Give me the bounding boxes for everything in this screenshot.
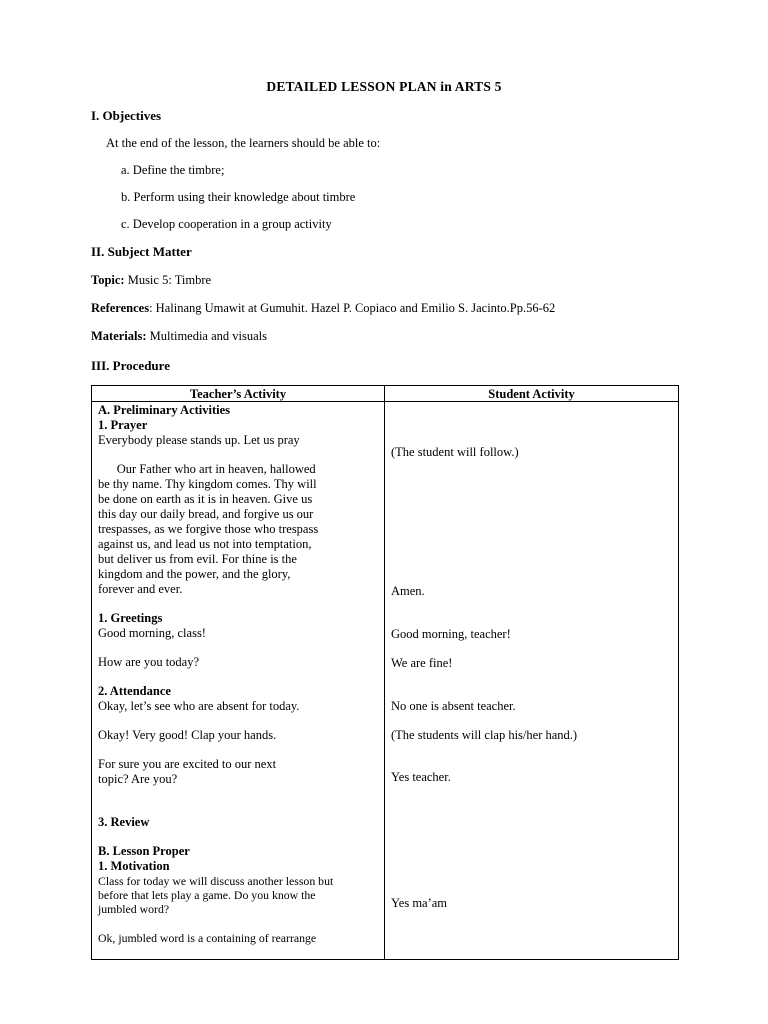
- student-activity-header: Student Activity: [385, 386, 679, 402]
- prayer-text-line: trespasses, as we forgive those who trespass: [98, 522, 319, 536]
- student-no-absent: No one is absent teacher.: [391, 699, 516, 713]
- student-clap: (The students will clap his/her hand.): [391, 728, 578, 742]
- prayer-text-line: against us, and lead us not into temptation,: [98, 537, 312, 551]
- attendance-heading: 2. Attendance: [98, 684, 171, 698]
- attendance-line: Okay, let’s see who are absent for today.: [98, 699, 300, 713]
- prayer-text-line: this day our daily bread, and forgive us our: [98, 507, 314, 521]
- student-follow: (The student will follow.): [391, 445, 519, 459]
- greetings-line: Good morning, class!: [98, 626, 206, 640]
- prayer-instruction: Everybody please stands up. Let us pray: [98, 433, 300, 447]
- greetings-heading: 1. Greetings: [98, 611, 163, 625]
- student-good-morning: Good morning, teacher!: [391, 627, 511, 641]
- materials-line: [91, 329, 267, 344]
- student-yes-maam: Yes ma’am: [391, 896, 448, 910]
- objective-item: a. Define the timbre;: [121, 163, 225, 177]
- references-line: [91, 301, 555, 316]
- jumbled-line: Ok, jumbled word is a containing of rearrange: [98, 931, 317, 945]
- prayer-heading: 1. Prayer: [98, 418, 148, 432]
- document-title: DETAILED LESSON PLAN in ARTS 5: [266, 79, 502, 94]
- objectives-intro: At the end of the lesson, the learners should be able to:: [106, 136, 381, 150]
- how-are-you-line: How are you today?: [98, 655, 200, 669]
- materials-value: Multimedia and visuals: [149, 329, 268, 343]
- procedure-table: [91, 385, 679, 960]
- motivation-text-line: before that lets play a game. Do you know the: [98, 888, 316, 902]
- topic-line: [91, 273, 211, 288]
- clap-line: Okay! Very good! Clap your hands.: [98, 728, 277, 742]
- motivation-heading: 1. Motivation: [98, 859, 170, 873]
- preliminary-heading: A. Preliminary Activities: [98, 403, 231, 417]
- table-header-row: [92, 386, 679, 402]
- student-yes-teacher: Yes teacher.: [391, 770, 451, 784]
- teacher-activity-header: Teacher’s Activity: [92, 386, 385, 402]
- prayer-text-line: be thy name. Thy kingdom comes. Thy will: [98, 477, 317, 491]
- prayer-text-line: kingdom and the power, and the glory,: [98, 567, 291, 581]
- motivation-text-line: jumbled word?: [98, 902, 170, 916]
- subject-matter-heading: II. Subject Matter: [91, 244, 192, 259]
- prayer-text-line: but deliver us from evil. For thine is the: [98, 552, 297, 566]
- prayer-text-line: Our Father who art in heaven, hallowed: [98, 462, 316, 476]
- student-fine: We are fine!: [391, 656, 453, 670]
- review-heading: 3. Review: [98, 815, 150, 829]
- materials-label: Materials:: [91, 329, 147, 343]
- topic-label: Topic:: [91, 273, 125, 287]
- objective-item: b. Perform using their knowledge about timbre: [121, 190, 356, 204]
- student-amen: Amen.: [391, 584, 425, 598]
- prayer-text-line: forever and ever.: [98, 582, 183, 596]
- references-value: : Halinang Umawit at Gumuhit. Hazel P. Copiaco and Emilio S. Jacinto.Pp.56-62: [149, 301, 556, 315]
- excited-line: topic? Are you?: [98, 772, 178, 786]
- student-activity-cell: [385, 402, 679, 960]
- motivation-text-line: Class for today we will discuss another lesson but: [98, 874, 334, 888]
- references-label: References: [91, 301, 150, 315]
- procedure-heading: III. Procedure: [91, 358, 170, 373]
- topic-value: Music 5: Timbre: [127, 273, 212, 287]
- lesson-proper-heading: B. Lesson Proper: [98, 844, 190, 858]
- excited-line: For sure you are excited to our next: [98, 757, 277, 771]
- teacher-activity-cell: [92, 402, 385, 960]
- objectives-heading: I. Objectives: [91, 108, 162, 123]
- prayer-text-line: be done on earth as it is in heaven. Give us: [98, 492, 313, 506]
- objective-item: c. Develop cooperation in a group activity: [121, 217, 332, 231]
- table-row: [92, 402, 679, 960]
